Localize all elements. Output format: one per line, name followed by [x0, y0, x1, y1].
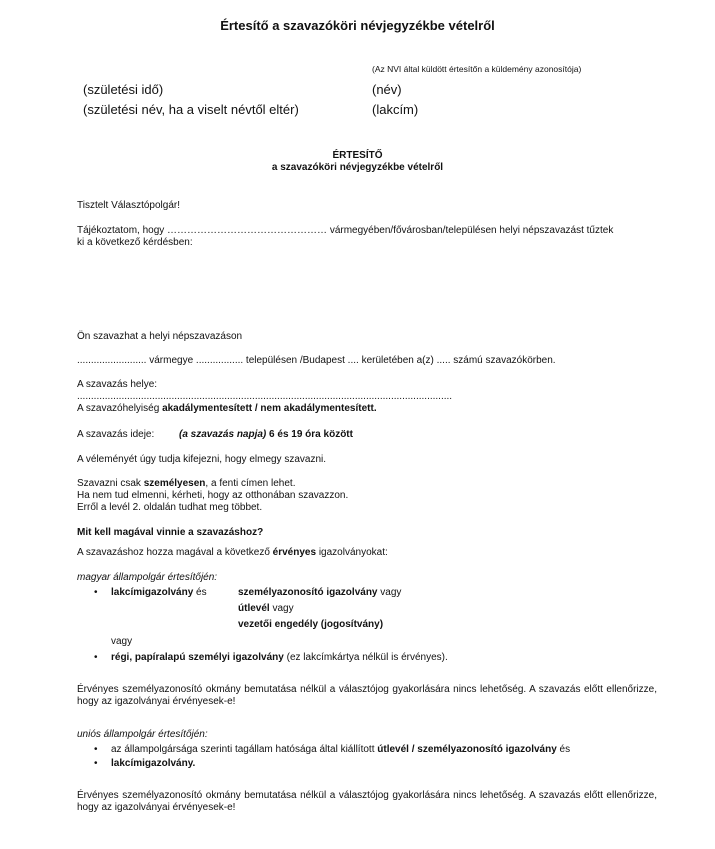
nvi-note: (Az NVI által küldött értesítőn a küldemény azonosítója)	[372, 64, 582, 74]
hungarian-option-2	[238, 603, 294, 614]
personal-prefix: Szavazni csak	[77, 478, 144, 489]
vote-date-placeholder: (a szavazás napja)	[179, 429, 267, 440]
hungarian-label: magyar állampolgár értesítőjén:	[77, 572, 218, 583]
eu-item-1-bold: útlevél / személyazonosító igazolvány	[377, 744, 557, 755]
vote-time-label: A szavazás ideje:	[77, 429, 155, 440]
opinion-line: A véleményét úgy tudja kifejezni, hogy elmegy szavazni.	[77, 454, 327, 465]
eu-item-1-prefix: az állampolgársága szerinti tagállam hatósága által kiállított	[111, 744, 378, 755]
hungarian-option-2-bold: útlevél	[238, 603, 270, 614]
eu-label: uniós állampolgár értesítőjén:	[77, 729, 208, 740]
bring-intro-suffix: igazolványokat:	[316, 547, 388, 558]
hungarian-item-2-bold: régi, papíralapú személyi igazolvány	[111, 652, 284, 663]
hungarian-item-1-suffix: és	[193, 587, 207, 598]
hungarian-item-2-suffix: (ez lakcímkártya nélkül is érvényes).	[283, 652, 448, 663]
vote-hours: 6 és 19 óra között	[266, 429, 353, 440]
name-label: (név)	[372, 82, 402, 97]
hungarian-option-1-bold: személyazonosító igazolvány	[238, 587, 378, 598]
greeting: Tisztelt Választópolgár!	[77, 200, 181, 211]
personal-line-2: Ha nem tud elmenni, kérheti, hogy az otthonában szavazzon.	[77, 490, 349, 501]
personal-line-3: Erről a levél 2. oldalán tudhat meg többet.	[77, 502, 263, 513]
accessibility-status: akadálymentesített / nem akadálymentesített.	[162, 403, 377, 414]
vote-where-heading: Ön szavazhat a helyi népszavazáson	[77, 331, 243, 342]
vote-where-line: ......................... vármegye ................. településen /Budapest .... kerületében a(z) ..... számú szavazókörben.	[77, 355, 556, 366]
hungarian-option-3: vezetői engedély (jogosítvány)	[238, 619, 384, 630]
birth-date-label: (születési idő)	[83, 82, 164, 97]
bring-intro-bold: érvényes	[272, 547, 317, 558]
intro-line-1: Tájékoztatom, hogy ………………………………………… vármegyében/fővárosban/településen helyi népszavazást tűztek	[77, 225, 614, 236]
notice-heading: ÉRTESÍTŐ	[332, 150, 383, 161]
accessibility-line	[77, 403, 377, 414]
accessibility-prefix: A szavazóhelyiség	[77, 403, 163, 414]
hungarian-item-2	[111, 652, 448, 663]
notice-subheading: a szavazóköri névjegyzékbe vételről	[271, 162, 444, 173]
personal-bold: személyesen	[143, 478, 206, 489]
hungarian-option-2-suffix: vagy	[269, 603, 294, 614]
eu-item-1	[111, 744, 570, 755]
warning-paragraph-1: Érvényes személyazonosító okmány bemutatása nélkül a választójog gyakorlására nincs lehetőség. A szavazás előtt ellenőrizze, hogy az igazolványai érvényesek-e!	[77, 684, 657, 707]
address-label: (lakcím)	[372, 102, 419, 117]
vote-time-value	[179, 429, 353, 440]
warning-paragraph-2: Érvényes személyazonosító okmány bemutatása nélkül a választójog gyakorlására nincs lehetőség. A szavazás előtt ellenőrizze, hogy az igazolványai érvényesek-e!	[77, 790, 657, 813]
hungarian-option-1-suffix: vagy	[377, 587, 402, 598]
personal-suffix: , a fenti címen lehet.	[205, 478, 296, 489]
hungarian-item-1-bold: lakcímigazolvány	[111, 587, 194, 598]
personal-line-1	[77, 478, 295, 489]
location-dots: .......................................................................................................................................	[77, 391, 452, 402]
birth-name-label: (születési név, ha a viselt névtől eltér)	[83, 102, 299, 117]
document-title: Értesítő a szavazóköri névjegyzékbe vételről	[220, 18, 495, 33]
location-label: A szavazás helye:	[77, 379, 158, 390]
eu-item-1-suffix: és	[556, 744, 571, 755]
hungarian-option-1	[238, 587, 401, 598]
eu-item-2: • lakcímigazolvány.	[111, 758, 195, 769]
bring-intro-prefix: A szavazáshoz hozza magával a következő	[77, 547, 273, 558]
bring-heading: Mit kell magával vinnie a szavazáshoz?	[77, 527, 264, 538]
bring-intro	[77, 547, 388, 558]
hungarian-or: vagy	[111, 636, 133, 647]
intro-line-2: ki a következő kérdésben:	[77, 237, 193, 248]
hungarian-item-1	[111, 587, 207, 598]
